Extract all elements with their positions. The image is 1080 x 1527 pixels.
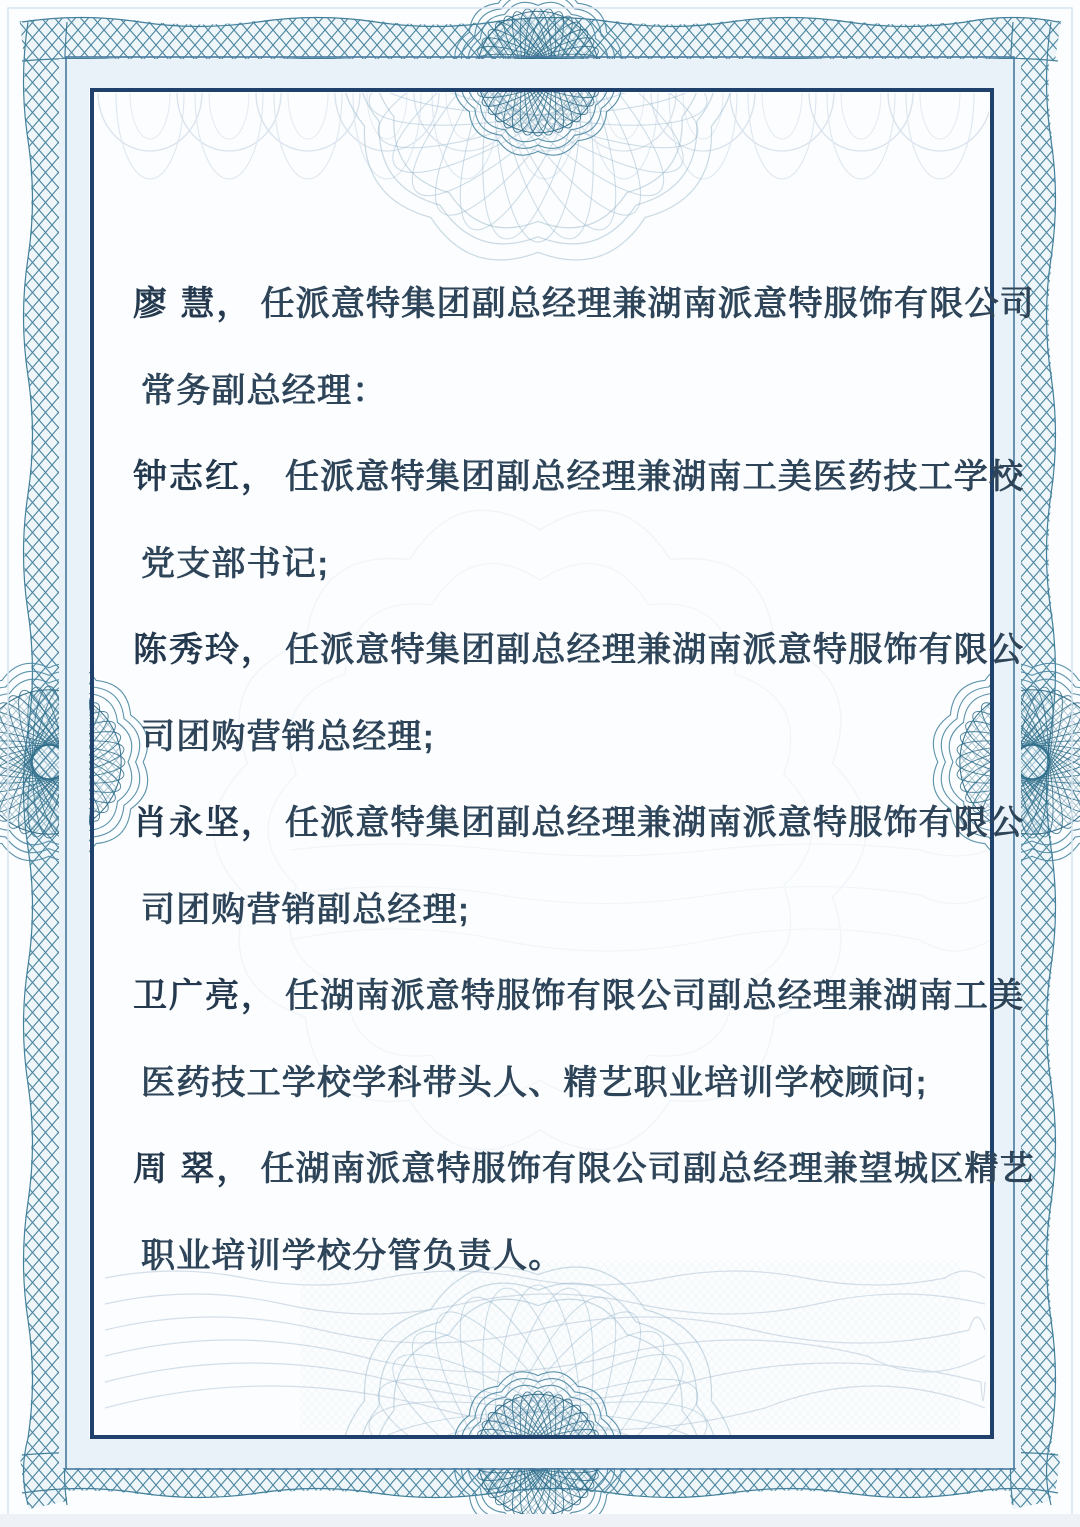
appointment-line [133,1213,973,1300]
person-name: 廖 慧， [133,285,253,323]
appointment-line [133,607,1025,694]
person-name: 陈秀玲， [133,631,277,669]
appointment-line [133,867,973,954]
appointment-text: 任派意特集团副总经理兼湖南派意特服饰有限公司 [260,285,1035,323]
person-name: 卫广亮， [133,977,277,1015]
appointment-text: 司团购营销总经理; [141,717,436,756]
appointment-list [133,261,1035,1299]
appointment-line [133,953,1025,1040]
appointment-text: 任湖南派意特服饰有限公司副总经理兼望城区精艺 [260,1150,1035,1188]
appointment-line [133,1126,1035,1213]
appointment-text: 党支部书记; [141,544,330,583]
appointment-line [133,521,973,608]
appointment-text: 常务副总经理： [141,371,388,410]
appointment-text: 职业培训学校分管负责人。 [141,1236,564,1275]
appointment-line [133,1040,973,1127]
appointment-text: 司团购营销副总经理; [141,890,471,929]
person-name: 钟志红， [133,458,277,496]
appointment-line [133,434,1025,521]
appointment-line [133,694,973,781]
appointment-text: 任派意特集团副总经理兼湖南派意特服饰有限公 [285,804,1025,842]
person-name: 肖永坚， [133,804,277,842]
appointment-line [133,780,1025,867]
person-name: 周 翠， [133,1150,253,1188]
appointment-text: 医药技工学校学科带头人、精艺职业培训学校顾问; [141,1063,928,1102]
appointment-text: 任派意特集团副总经理兼湖南工美医药技工学校 [285,458,1025,496]
page-bottom-strip [0,1514,1080,1527]
appointment-line [133,261,1035,348]
appointment-text: 任湖南派意特服饰有限公司副总经理兼湖南工美 [285,977,1025,1015]
appointment-line [133,348,973,435]
appointment-text: 任派意特集团副总经理兼湖南派意特服饰有限公 [285,631,1025,669]
